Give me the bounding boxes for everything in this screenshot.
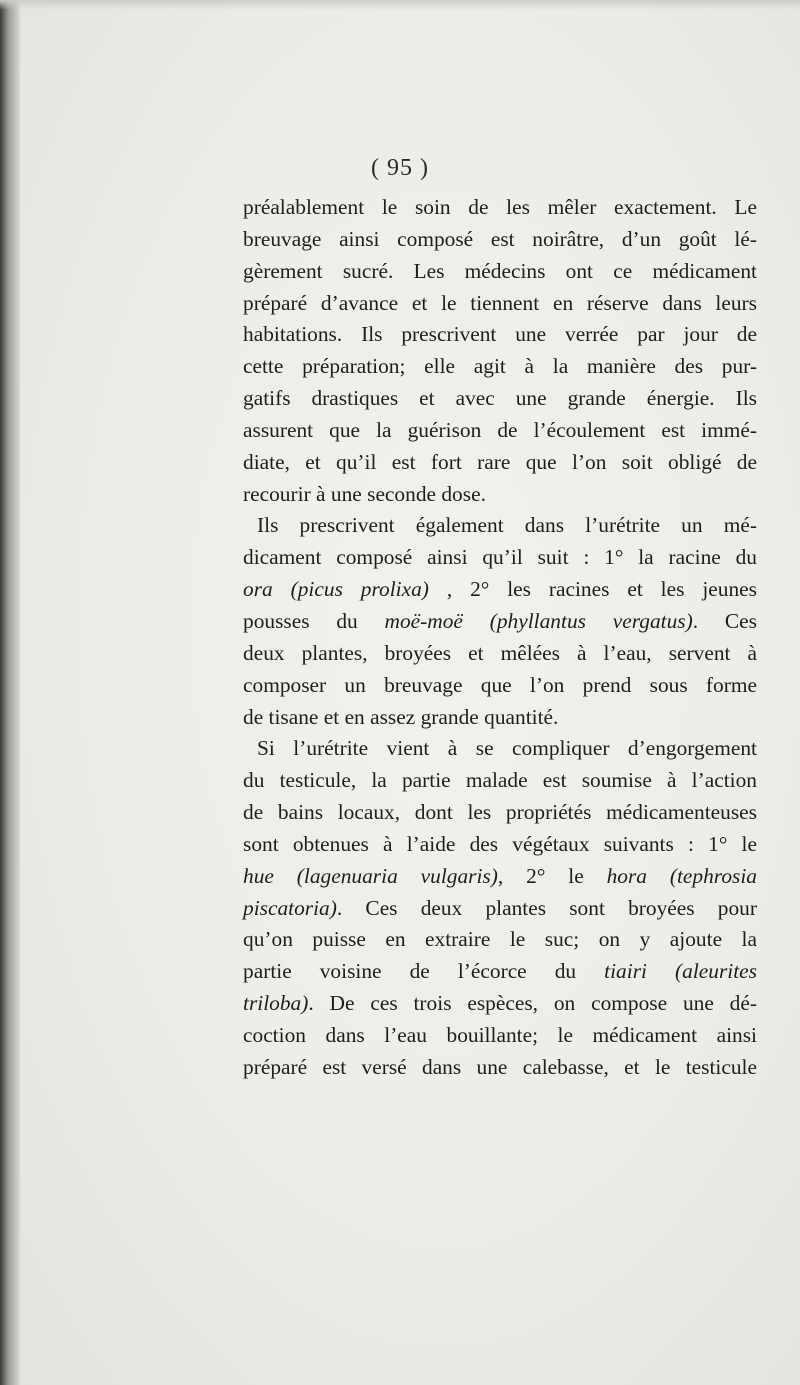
text-run: partie voisine de l’écorce du — [243, 959, 605, 984]
text-line: composer un breuvage que l’on prend sous forme — [243, 672, 757, 697]
italic-term: piscatoria) — [243, 895, 337, 920]
text-line: coction dans l’eau bouillante; le médicament ainsi — [243, 1022, 757, 1047]
text-line: préparé d’avance et le tiennent en réserve dans leurs — [243, 290, 757, 315]
text-line: assurent que la guérison de l’écoulement est immé- — [243, 417, 757, 442]
text-line: habitations. Ils prescrivent une verrée par jour de — [243, 322, 757, 347]
text-line: sont obtenues à l’aide des végétaux suivants : 1° le — [243, 831, 757, 856]
text-run: . Ces deux plantes sont broyées pour — [336, 895, 757, 920]
text-line: Ils prescrivent également dans l’urétrite un mé- — [257, 513, 757, 538]
italic-term: hue (lagenuaria vulgaris) — [243, 863, 498, 888]
text-line — [243, 861, 757, 893]
text-line: gèrement sucré. Les médecins ont ce médicament — [243, 258, 757, 283]
text-line: qu’on puisse en extraire le suc; on y ajoute la — [243, 927, 757, 952]
page-top-shadow — [0, 0, 800, 10]
italic-term: moë-moë (phyllantus vergatus) — [384, 608, 693, 633]
italic-term: ora (picus prolixa) — [243, 577, 429, 602]
text-line — [243, 988, 757, 1020]
italic-term: tiairi (aleurites — [604, 959, 757, 984]
text-run: , 2° les racines et les jeunes — [428, 577, 757, 602]
text-line: préparé est versé dans une calebasse, et le testicule — [243, 1054, 757, 1079]
text-line: de bains locaux, dont les propriétés médicamenteuses — [243, 800, 757, 825]
text-line: recourir à une seconde dose. — [243, 481, 486, 506]
text-line: préalablement le soin de les mêler exactement. Le — [243, 195, 757, 219]
text-line: deux plantes, broyées et mêlées à l’eau, servent à — [243, 640, 757, 665]
text-line: dicament composé ainsi qu’il suit : 1° la racine du — [243, 545, 757, 570]
body-text — [243, 192, 757, 1084]
text-run: . Ces — [692, 608, 757, 633]
text-run: , 2° le — [497, 863, 607, 888]
text-line — [243, 606, 757, 638]
page-number: ( 95 ) — [371, 155, 429, 181]
text-line: diate, et qu’il est fort rare que l’on soit obligé de — [243, 449, 757, 474]
text-line: de tisane et en assez grande quantité. — [243, 704, 559, 729]
text-line: gatifs drastiques et avec une grande énergie. Ils — [243, 386, 757, 411]
text-line — [243, 574, 757, 606]
text-line: du testicule, la partie malade est soumise à l’action — [243, 768, 757, 793]
text-line: breuvage ainsi composé est noirâtre, d’un goût lé- — [243, 226, 757, 251]
text-run: pousses du — [243, 608, 385, 633]
text-line: cette préparation; elle agit à la manière des pur- — [243, 354, 757, 379]
text-line: Si l’urétrite vient à se compliquer d’engorgement — [257, 736, 757, 761]
italic-term: triloba) — [243, 991, 309, 1016]
page-binding-shadow — [0, 0, 20, 1385]
text-line — [243, 893, 757, 925]
text-line — [243, 956, 757, 988]
text-run: . De ces trois espèces, on compose une dé- — [308, 991, 757, 1016]
italic-term: hora (tephrosia — [606, 863, 757, 888]
